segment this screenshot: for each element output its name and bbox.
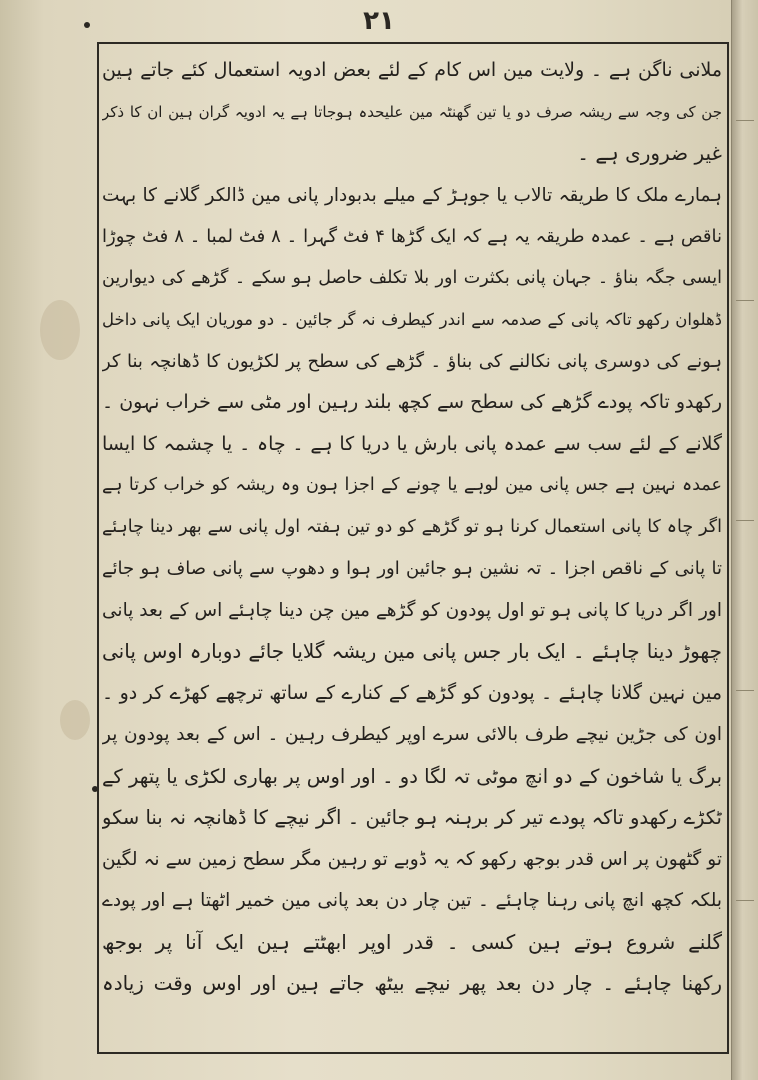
page-edge-line — [736, 520, 754, 521]
text-line: عمدہ نہین ہے جس پانی مین لوہے یا چونے کے اجزا ہون وہ ریشہ کو خراب کرتا ہے — [102, 475, 722, 495]
page-edge-line — [736, 690, 754, 691]
text-line: ناقص ہے ۔ عمدہ طریقہ یہ ہے کہ ایک گڑھا ۴ فٹ گہرا ۔ ۸ فٹ لمبا ۔ ۸ فٹ چوڑا — [102, 226, 722, 247]
text-line: ٹکڑے رکھدو تاکہ پودے تیر کر برہنہ ہو جائین ۔ اگر نیچے کا ڈھانچہ نہ بنا سکو — [102, 806, 722, 829]
text-line: تو گٹھون پر اس قدر بوجھ رکھو کہ یہ ڈوبے تو رہین مگر سطح زمین سے نہ لگین — [102, 848, 722, 870]
text-line: جن کی وجہ سے ریشہ صرف دو یا تین گھنٹہ مین علیحدہ ہوجاتا ہے یہ ادویہ گران ہین ان کا ذکر — [102, 102, 722, 121]
text-line: برگ یا شاخون کے دو انچ موٹی تہ لگا دو ۔ اور اوس پر بھاری لکڑی یا پتھر کے — [102, 764, 722, 788]
adjacent-page-edge — [731, 0, 758, 1080]
text-line: چھوڑ دینا چاہئے ۔ ایک بار جس پانی مین ریشہ گلایا جائے دوبارہ اوس پانی — [102, 639, 722, 663]
text-line: ایسی جگہ بناؤ ۔ جہان پانی بکثرت اور بلا تکلف حاصل ہو سکے ۔ گڑھے کی دیوارین — [102, 267, 722, 288]
text-line: ہونے کی دوسری پانی نکالنے کی بناؤ ۔ گڑھے کی سطح پر لکڑیون کا ڈھانچہ بنا کر — [102, 350, 722, 372]
text-line: رکھدو تاکہ پودے گڑھے کی سطح سے کچھ بلند رہین اور مٹی سے خراب نہون ۔ — [102, 391, 722, 413]
text-line: بلکہ کچھ انچ پانی رہنا چاہئے ۔ تین چار دن بعد پانی مین خمیر اٹھتا ہے اور پودے — [102, 890, 722, 911]
page-edge-line — [736, 300, 754, 301]
paper-stain — [60, 700, 90, 740]
text-line: ڈھلوان رکھو تاکہ پانی کے صدمہ سے اندر کیطرف نہ گر جائین ۔ دو موریان ایک پانی داخل — [102, 310, 722, 329]
text-line: اور اگر دریا کا پانی ہو تو اول پودون کو گڑھے مین چن دینا چاہئے اس کے بعد پانی — [102, 599, 722, 621]
page-edge-line — [736, 900, 754, 901]
text-line: گلنے شروع ہوتے ہین کسی ۔ قدر اوپر ابھٹتے ہین ایک آنا پر بوجھ — [102, 929, 722, 954]
text-line: ملانی ناگن ہے ۔ ولایت مین اس کام کے لئے بعض ادویہ استعمال کئے جاتے ہین — [102, 59, 722, 81]
text-line: اون کی جڑین نیچے طرف بالائی سرے اوپر کیطرف رہین ۔ اس کے بعد پودون پر — [102, 724, 722, 745]
page-edge-line — [736, 120, 754, 121]
text-line: تا پانی کے ناقص اجزا ۔ تہ نشین ہو جائین اور ہوا و دھوپ سے پانی صاف ہو جائے — [102, 558, 722, 579]
text-body — [102, 50, 722, 1005]
text-line: غیر ضروری ہے ۔ — [577, 141, 722, 165]
text-line: اگر چاہ کا پانی استعمال کرنا ہو تو گڑھے کو دو تین ہفتہ اول پانی سے بھر دینا چاہئے — [102, 516, 722, 537]
text-line: مین نہین گلانا چاہئے ۔ پودون کو گڑھے کے کنارے کے ساتھ ترچھے کھڑے کر دو ۔ — [102, 681, 722, 704]
paper-stain — [40, 300, 80, 360]
text-line: رکھنا چاہئے ۔ چار دن بعد پھر نیچے بیٹھ جاتے ہین اور اوس وقت زیادہ — [102, 971, 722, 995]
text-line: ہمارے ملک کا طریقہ تالاب یا جوہڑ کے میلے بدبودار پانی مین ڈالکر گلانے کا بہت — [102, 184, 722, 206]
page-number: ۲۱ — [363, 6, 395, 36]
text-line: گلانے کے لئے سب سے عمدہ پانی بارش یا دریا کا ہے ۔ چاہ ۔ یا چشمہ کا ایسا — [102, 432, 722, 455]
